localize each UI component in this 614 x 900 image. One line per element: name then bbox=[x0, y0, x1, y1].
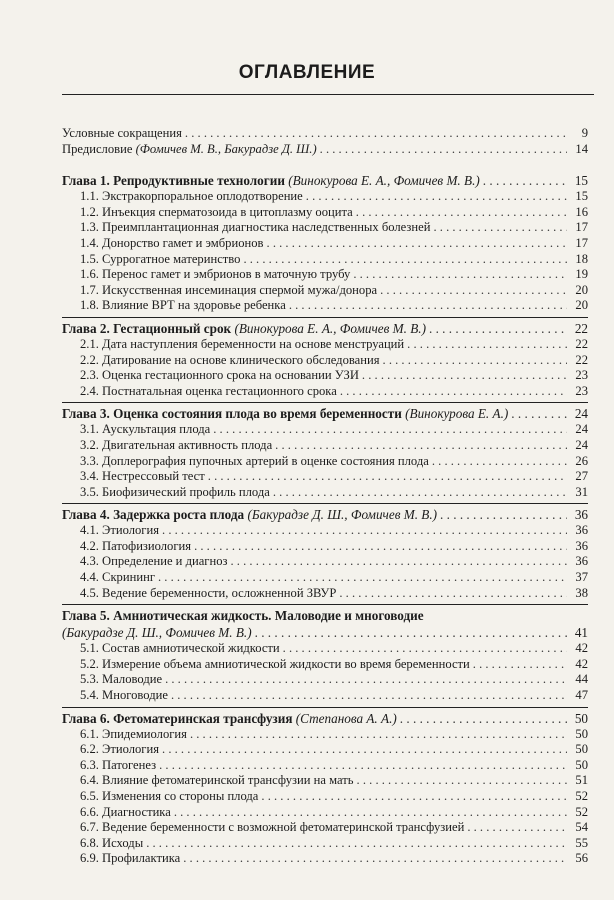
chapter-heading[interactable]: Глава 1. Репродуктивные технологии (Винокурова Е. А., Фомичев М. В.) . . . 15 bbox=[62, 173, 588, 189]
chapter-title: Амниотическая жидкость. Маловодие и многоводие bbox=[113, 608, 424, 624]
chapter-authors: (Степанова А. А.) bbox=[295, 710, 397, 726]
leader-dots bbox=[255, 625, 567, 641]
leader-dots bbox=[185, 126, 567, 142]
leader-dots bbox=[483, 173, 567, 189]
leader-dots bbox=[429, 321, 567, 337]
chapter-title: Задержка роста плода bbox=[113, 507, 245, 523]
toc-section[interactable]: 5.4. Многоводие . . . 47 bbox=[62, 688, 588, 704]
toc-section[interactable]: 3.1. Аускультация плода . . . 24 bbox=[62, 422, 588, 438]
toc-section[interactable]: 2.1. Дата наступления беременности на основе менструаций . . . 22 bbox=[62, 337, 588, 353]
page-number: 15 bbox=[574, 173, 588, 189]
chapter-5 bbox=[62, 608, 588, 703]
toc-section[interactable]: 2.3. Оценка гестационного срока на основании УЗИ . . . 23 bbox=[62, 368, 588, 384]
chapter-divider bbox=[62, 317, 588, 318]
toc-section[interactable]: 6.9. Профилактика . . . 56 bbox=[62, 851, 588, 867]
page-number: 36 bbox=[574, 507, 588, 523]
chapter-divider bbox=[62, 503, 588, 504]
toc-section[interactable]: 5.1. Состав амниотической жидкости . . . 42 bbox=[62, 641, 588, 657]
toc-section[interactable]: 1.8. Влияние ВРТ на здоровье ребенка . . . 20 bbox=[62, 298, 588, 314]
toc-section[interactable]: 3.5. Биофизический профиль плода . . . 31 bbox=[62, 485, 588, 501]
toc-section[interactable]: 6.6. Диагностика . . . 52 bbox=[62, 805, 588, 821]
toc-section[interactable]: 3.3. Доплерография пупочных артерий в оценке состояния плода . . . 26 bbox=[62, 454, 588, 470]
chapter-title: Фетоматеринская трансфузия bbox=[113, 710, 293, 726]
chapter-3 bbox=[62, 406, 588, 500]
chapter-heading-continued[interactable] bbox=[62, 625, 588, 641]
toc-section[interactable]: 1.1. Экстракорпоральное оплодотворение . . . 15 bbox=[62, 189, 588, 205]
toc-section[interactable]: 4.1. Этиология . . . 36 bbox=[62, 523, 588, 539]
chapter-title: Репродуктивные технологии bbox=[113, 173, 285, 189]
chapter-authors: (Бакурадзе Д. Ш., Фомичев М. В.) bbox=[62, 625, 252, 641]
page-number: 22 bbox=[574, 320, 588, 336]
toc-entry-authors: (Фомичев М. В., Бакурадзе Д. Ш.) bbox=[135, 141, 317, 156]
toc-section[interactable]: 6.8. Исходы . . . 55 bbox=[62, 836, 588, 852]
chapter-heading[interactable]: Глава 2. Гестационный срок (Винокурова Е. А., Фомичев М. В.) . . . 22 bbox=[62, 321, 588, 337]
chapter-authors: (Винокурова Е. А.) bbox=[405, 406, 509, 422]
chapter-2 bbox=[62, 321, 588, 399]
page-number: 41 bbox=[574, 625, 588, 641]
toc-entry-label: Условные сокращения bbox=[62, 126, 182, 140]
chapter-divider bbox=[62, 604, 588, 605]
page-number: 50 bbox=[574, 710, 588, 726]
toc-section[interactable]: 1.4. Донорство гамет и эмбрионов . . . 17 bbox=[62, 236, 588, 252]
toc-section[interactable]: 6.4. Влияние фетоматеринской трансфузии на мать . . . 51 bbox=[62, 773, 588, 789]
toc-entry-abbreviations[interactable] bbox=[62, 126, 588, 142]
toc-section[interactable]: 4.3. Определение и диагноз . . . 36 bbox=[62, 554, 588, 570]
chapter-authors: (Винокурова Е. А., Фомичев М. В.) bbox=[288, 173, 480, 189]
toc-section[interactable]: 2.2. Датирование на основе клинического обследования . . . 22 bbox=[62, 353, 588, 369]
title-rule bbox=[62, 94, 594, 95]
page-title: ОГЛАВЛЕНИЕ bbox=[238, 62, 376, 83]
toc-section[interactable]: 3.4. Нестрессовый тест . . . 27 bbox=[62, 469, 588, 485]
chapter-heading[interactable]: Глава 6. Фетоматеринская трансфузия (Степанова А. А.) . . . 50 bbox=[62, 711, 588, 727]
page-number: 9 bbox=[581, 126, 588, 140]
toc-section[interactable]: 6.5. Изменения со стороны плода . . . 52 bbox=[62, 789, 588, 805]
toc-section[interactable]: 6.7. Ведение беременности с возможной фетоматеринской трансфузией . . . 54 bbox=[62, 820, 588, 836]
toc-section[interactable]: 1.6. Перенос гамет и эмбрионов в маточную трубу . . . 19 bbox=[62, 267, 588, 283]
table-of-contents bbox=[62, 126, 588, 867]
toc-section[interactable]: 1.3. Преимплантационная диагностика наследственных болезней . . . 17 bbox=[62, 220, 588, 236]
toc-section[interactable]: 1.2. Инъекция сперматозоида в цитоплазму ооцита . . . 16 bbox=[62, 205, 588, 221]
chapter-authors: (Винокурова Е. А., Фомичев М. В.) bbox=[234, 320, 426, 336]
toc-entry-preface[interactable] bbox=[62, 142, 588, 158]
chapter-6 bbox=[62, 711, 588, 867]
toc-section[interactable]: 6.2. Этиология . . . 50 bbox=[62, 742, 588, 758]
leader-dots bbox=[400, 711, 567, 727]
chapter-heading[interactable]: Глава 4. Задержка роста плода (Бакурадзе Д. Ш., Фомичев М. В.) . . . 36 bbox=[62, 507, 588, 523]
page-number: 24 bbox=[574, 406, 588, 422]
toc-section[interactable]: 1.5. Суррогатное материнство . . . 18 bbox=[62, 252, 588, 268]
chapter-heading[interactable]: Глава 5. Амниотическая жидкость. Маловодие и многоводие bbox=[62, 608, 424, 624]
toc-section[interactable]: 2.4. Постнатальная оценка гестационного срока . . . 23 bbox=[62, 384, 588, 400]
chapter-divider bbox=[62, 402, 588, 403]
chapter-title: Оценка состояния плода во время беременности bbox=[113, 406, 402, 422]
toc-section[interactable]: 4.2. Патофизиология . . . 36 bbox=[62, 539, 588, 555]
chapter-title: Гестационный срок bbox=[113, 320, 232, 336]
leader-dots bbox=[320, 142, 567, 158]
chapter-1 bbox=[62, 173, 588, 314]
toc-section[interactable]: 5.3. Маловодие . . . 44 bbox=[62, 672, 588, 688]
toc-section[interactable]: 4.4. Скрининг . . . 37 bbox=[62, 570, 588, 586]
leader-dots bbox=[511, 406, 567, 422]
toc-section[interactable]: 6.1. Эпидемиология . . . 50 bbox=[62, 727, 588, 743]
toc-section[interactable]: 4.5. Ведение беременности, осложненной ЗВУР . . . 38 bbox=[62, 586, 588, 602]
chapter-divider bbox=[62, 707, 588, 708]
chapter-4 bbox=[62, 507, 588, 601]
chapter-heading[interactable]: Глава 3. Оценка состояния плода во время беременности (Винокурова Е. А.) . . . 24 bbox=[62, 406, 588, 422]
toc-section[interactable]: 6.3. Патогенез . . . 50 bbox=[62, 758, 588, 774]
leader-dots bbox=[440, 507, 567, 523]
chapter-authors: (Бакурадзе Д. Ш., Фомичев М. В.) bbox=[247, 507, 438, 523]
toc-section[interactable]: 5.2. Измерение объема амниотической жидкости во время беременности . . . 42 bbox=[62, 657, 588, 673]
toc-section[interactable]: 3.2. Двигательная активность плода . . . 24 bbox=[62, 438, 588, 454]
toc-section[interactable]: 1.7. Искусственная инсеминация спермой мужа/донора . . . 20 bbox=[62, 283, 588, 299]
toc-entry-label: Предисловие bbox=[62, 141, 133, 156]
page-number: 14 bbox=[575, 141, 588, 156]
